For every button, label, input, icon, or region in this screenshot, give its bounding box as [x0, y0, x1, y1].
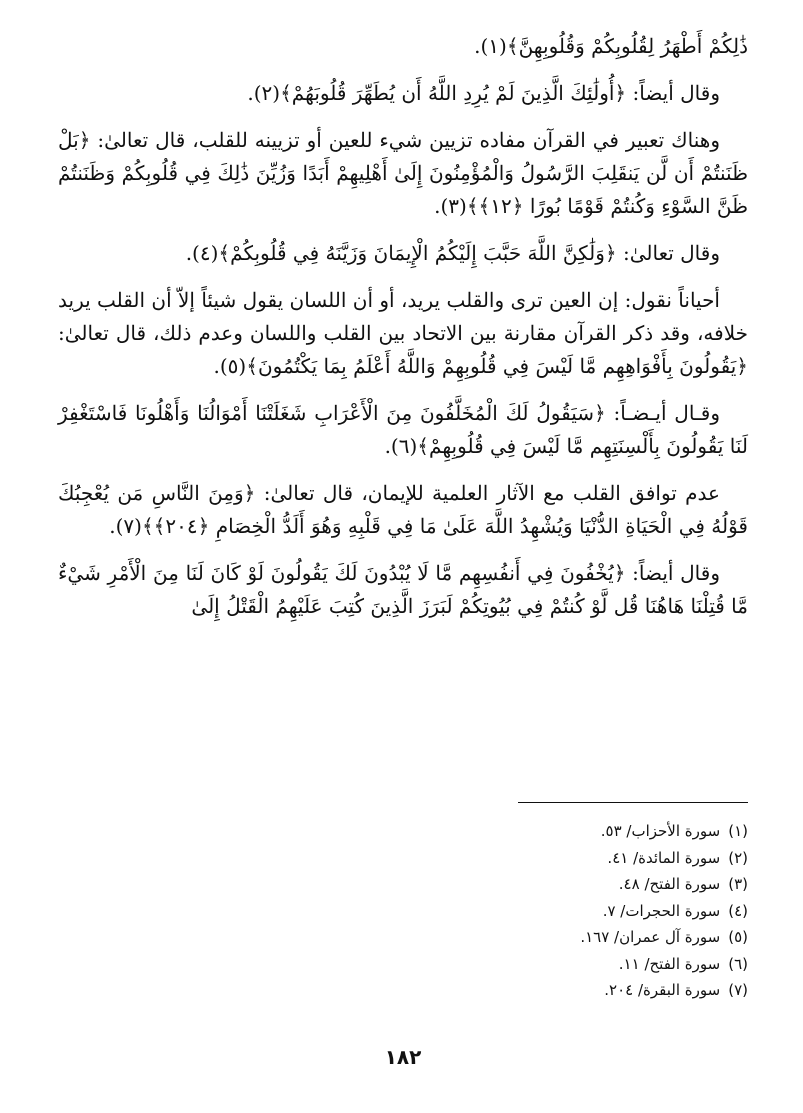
- footnote-number: (٣): [728, 875, 748, 893]
- footnote-item: [348, 871, 748, 898]
- footnote-number: (٢): [728, 848, 748, 867]
- footnote-item: [348, 924, 748, 951]
- footnote-item: [348, 898, 748, 925]
- paragraph-hujurat: وقال تعالىٰ: ﴿وَلَٰكِنَّ اللَّهَ حَبَّبَ إِلَيْكُمُ الْإِيمَانَ وَزَيَّنَهُ فِي قُلُوبِكُمْ﴾(٤).: [185, 241, 720, 265]
- paragraph-al-imran: وقال أيضاً: ﴿يُخْفُونَ فِي أَنفُسِهِم مَّا لَا يُبْدُونَ لَكَ يَقُولُونَ لَوْ كَانَ لَنَا مِنَ الْأَمْرِ شَيْءٌ مَّا قُتِلْنَا هَاهُنَا قُل لَّوْ كُنتُمْ فِي بُيُوتِكُمْ لَبَرَزَ الَّذِينَ كُتِبَ عَلَيْهِمُ الْقَتْلُ إِلَىٰ: [58, 561, 748, 618]
- footnote-text: سورة الفتح/ ١١.: [618, 954, 721, 973]
- footnote-item: [348, 951, 748, 978]
- paragraph-tongue-heart: أحياناً نقول: إن العين ترى والقلب يريد، أو أن اللسان يقول شيئاً إلاّ أن القلب يريد خلافه، وقد ذكر القرآن مقارنة بين الاتحاد بين القلب واللسان وعدم ذلك، قال تعالىٰ: ﴿يَقُولُونَ بِأَفْوَاهِهِم مَّا لَيْسَ فِي قُلُوبِهِمْ وَاللَّهُ أَعْلَمُ بِمَا يَكْتُمُونَ﴾(٥).: [58, 288, 748, 378]
- paragraph-quran-ahzab: ذَٰلِكُمْ أَطْهَرُ لِقُلُوبِكُمْ وَقُلُوبِهِنَّ﴾(١).: [474, 34, 748, 58]
- footnote-number: (٥): [728, 928, 748, 946]
- footnote-number: (٦): [728, 954, 748, 973]
- footnote-number: (٤): [728, 901, 748, 920]
- footnote-item: [348, 977, 748, 1004]
- paragraph-quran-maidah: وقال أيضاً: ﴿أُولَٰئِكَ الَّذِينَ لَمْ يُرِدِ اللَّهُ أَن يُطَهِّرَ قُلُوبَهُمْ﴾(٢).: [247, 81, 720, 105]
- footnote-number: (١): [728, 822, 748, 840]
- footnote-text: سورة الحجرات/ ٧.: [602, 901, 721, 920]
- book-page: [58, 30, 748, 1090]
- footnote-item: [348, 818, 748, 845]
- footnote-text: سورة البقرة/ ٢٠٤.: [604, 981, 721, 999]
- footnote-divider: [518, 802, 748, 803]
- footnote-item: [348, 845, 748, 872]
- footnotes-list: [348, 818, 748, 1004]
- footnote-number: (٧): [728, 981, 748, 999]
- footnote-text: سورة الأحزاب/ ٥٣.: [600, 822, 721, 840]
- paragraph-baqarah: عدم توافق القلب مع الآثار العلمية للإيمان، قال تعالىٰ: ﴿وَمِنَ النَّاسِ مَن يُعْجِبُكَ قَوْلُهُ فِي الْحَيَاةِ الدُّنْيَا وَيُشْهِدُ اللَّهَ عَلَىٰ مَا فِي قَلْبِهِ وَهُوَ أَلَدُّ الْخِصَامِ ﴿٢٠٤﴾﴾(٧).: [58, 481, 748, 538]
- paragraph-tazyin: وهناك تعبير في القرآن مفاده تزيين شيء للعين أو تزيينه للقلب، قال تعالىٰ: ﴿بَلْ ظَنَنتُمْ أَن لَّن يَنقَلِبَ الرَّسُولُ وَالْمُؤْمِنُونَ إِلَىٰ أَهْلِيهِمْ أَبَدًا وَزُيِّنَ ذَٰلِكَ فِي قُلُوبِكُمْ وَظَنَنتُمْ ظَنَّ السَّوْءِ وَكُنتُمْ قَوْمًا بُورًا ﴿١٢﴾﴾(٣).: [58, 128, 748, 218]
- footnote-text: سورة الفتح/ ٤٨.: [618, 875, 721, 893]
- page-number: ١٨٢: [384, 1045, 422, 1069]
- paragraph-fath: وقـال أيـضـاً: ﴿سَيَقُولُ لَكَ الْمُخَلَّفُونَ مِنَ الْأَعْرَابِ شَغَلَتْنَا أَمْوَالُنَا وَأَهْلُونَا فَاسْتَغْفِرْ لَنَا يَقُولُونَ بِأَلْسِنَتِهِم مَّا لَيْسَ فِي قُلُوبِهِمْ﴾(٦).: [58, 401, 748, 458]
- footnote-text: سورة آل عمران/ ١٦٧.: [580, 928, 721, 946]
- footnote-text: سورة المائدة/ ٤١.: [607, 848, 721, 867]
